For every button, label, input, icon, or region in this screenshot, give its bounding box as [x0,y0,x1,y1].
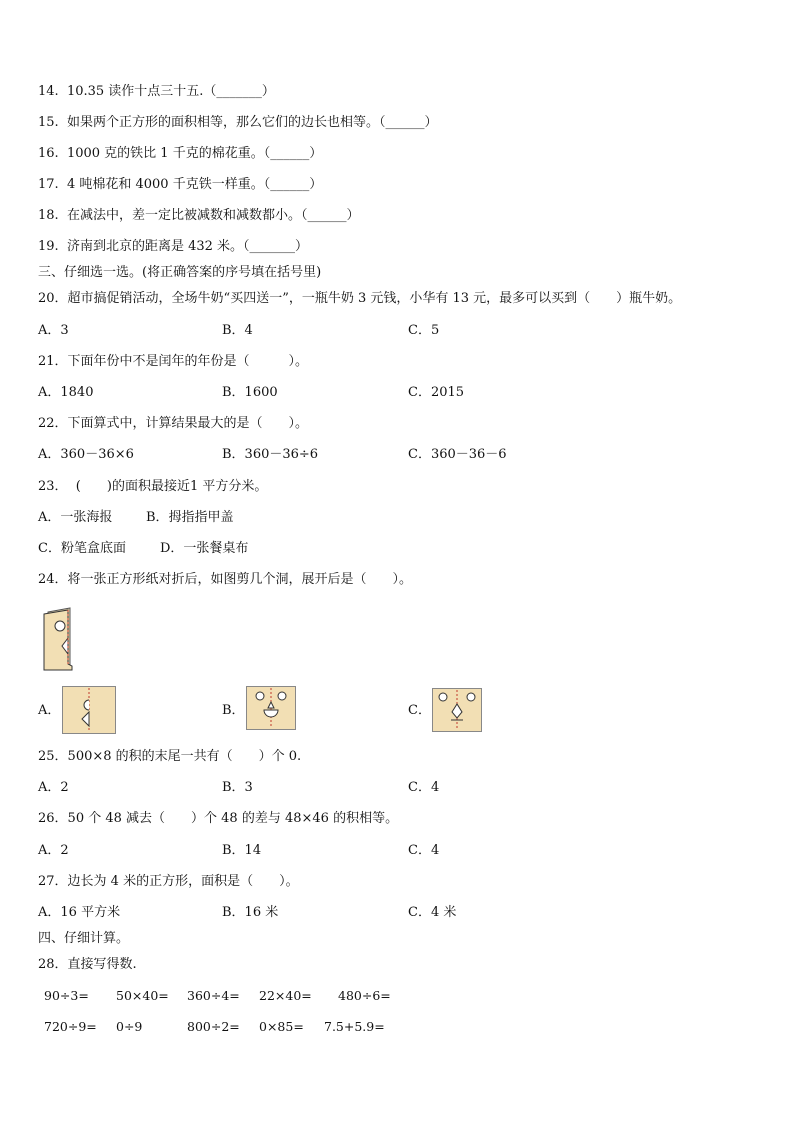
calc-item: 90÷3= [44,988,89,1003]
calc-item: 50×40= [116,988,169,1003]
calc-item: 480÷6= [338,988,391,1003]
q26-option-a: A．2 [38,843,69,858]
q22-option-a: A．360－36×6 [38,447,134,462]
question-23-stem: 23． ( )的面积最接近1 平方分米。 [38,479,268,494]
q25-option-a: A．2 [38,780,69,795]
q20-option-c: C．5 [408,323,440,338]
question-15: 15. 如果两个正方形的面积相等，那么它们的边长也相等。（______） [38,115,438,130]
option-c-paper-image [432,688,482,732]
question-20-stem: 20．超市搞促销活动，全场牛奶“买四送一”，一瓶牛奶 3 元钱，小华有 13 元，最多可以买到（ ）瓶牛奶。 [38,291,682,306]
calc-item: 7.5+5.9= [324,1019,385,1034]
option-b-paper-image [246,686,296,730]
question-19: 19. 济南到北京的距离是 432 米。（_______） [38,239,309,254]
q20-option-a: A．3 [38,323,69,338]
q23-option-b: B．拇指指甲盖 [146,510,234,525]
q21-option-a: A．1840 [38,385,94,400]
q24-option-a: A． [38,703,61,718]
q23-option-c: C．粉笔盒底面 [38,541,126,556]
q27-option-a: A．16 平方米 [38,905,121,920]
question-18: 18. 在减法中，差一定比被减数和减数都小。（______） [38,208,360,223]
q23-option-d: D．一张餐桌布 [160,541,249,556]
calc-item: 360÷4= [187,988,240,1003]
question-16: 16. 1000 克的铁比 1 千克的棉花重。（______） [38,146,323,161]
q26-option-b: B．14 [222,843,262,858]
question-14: 14. 10.35 读作十点三十五.（_______） [38,84,275,99]
question-22-stem: 22．下面算式中，计算结果最大的是（ ）。 [38,416,309,431]
calc-item: 720÷9= [44,1019,97,1034]
q25-option-b: B．3 [222,780,253,795]
q24-option-c: C． [408,703,431,718]
question-27-stem: 27．边长为 4 米的正方形，面积是（ ）。 [38,874,299,889]
calc-item: 22×40= [259,988,312,1003]
option-a-paper-image [62,686,116,734]
q27-option-c: C．4 米 [408,905,457,920]
q23-option-a: A．一张海报 [38,510,113,525]
section-3-title: 三、仔细选一选。(将正确答案的序号填在括号里) [38,265,322,280]
question-25-stem: 25．500×8 的积的末尾一共有（ ）个 0. [38,749,302,764]
calc-item: 0×85= [259,1019,304,1034]
question-26-stem: 26．50 个 48 减去（ ）个 48 的差与 48×46 的积相等。 [38,811,399,826]
q22-option-c: C．360－36－6 [408,447,507,462]
section-4-title: 四、仔细计算。 [38,931,130,946]
q21-option-c: C．2015 [408,385,465,400]
question-24-stem: 24．将一张正方形纸对折后，如图剪几个洞，展开后是（ ）。 [38,572,413,587]
q20-option-b: B．4 [222,323,253,338]
question-17: 17. 4 吨棉花和 4000 千克铁一样重。（______） [38,177,323,192]
q27-option-b: B．16 米 [222,905,279,920]
question-21-stem: 21．下面年份中不是闰年的年份是（ ）。 [38,354,309,369]
q25-option-c: C．4 [408,780,440,795]
q24-option-b: B． [222,703,245,718]
q21-option-b: B．1600 [222,385,278,400]
calc-item: 0÷9 [116,1019,143,1034]
folded-paper-figure [42,606,84,672]
q26-option-c: C．4 [408,843,440,858]
q22-option-b: B．360－36÷6 [222,447,319,462]
calc-item: 800÷2= [187,1019,240,1034]
question-28-title: 28．直接写得数. [38,957,137,972]
